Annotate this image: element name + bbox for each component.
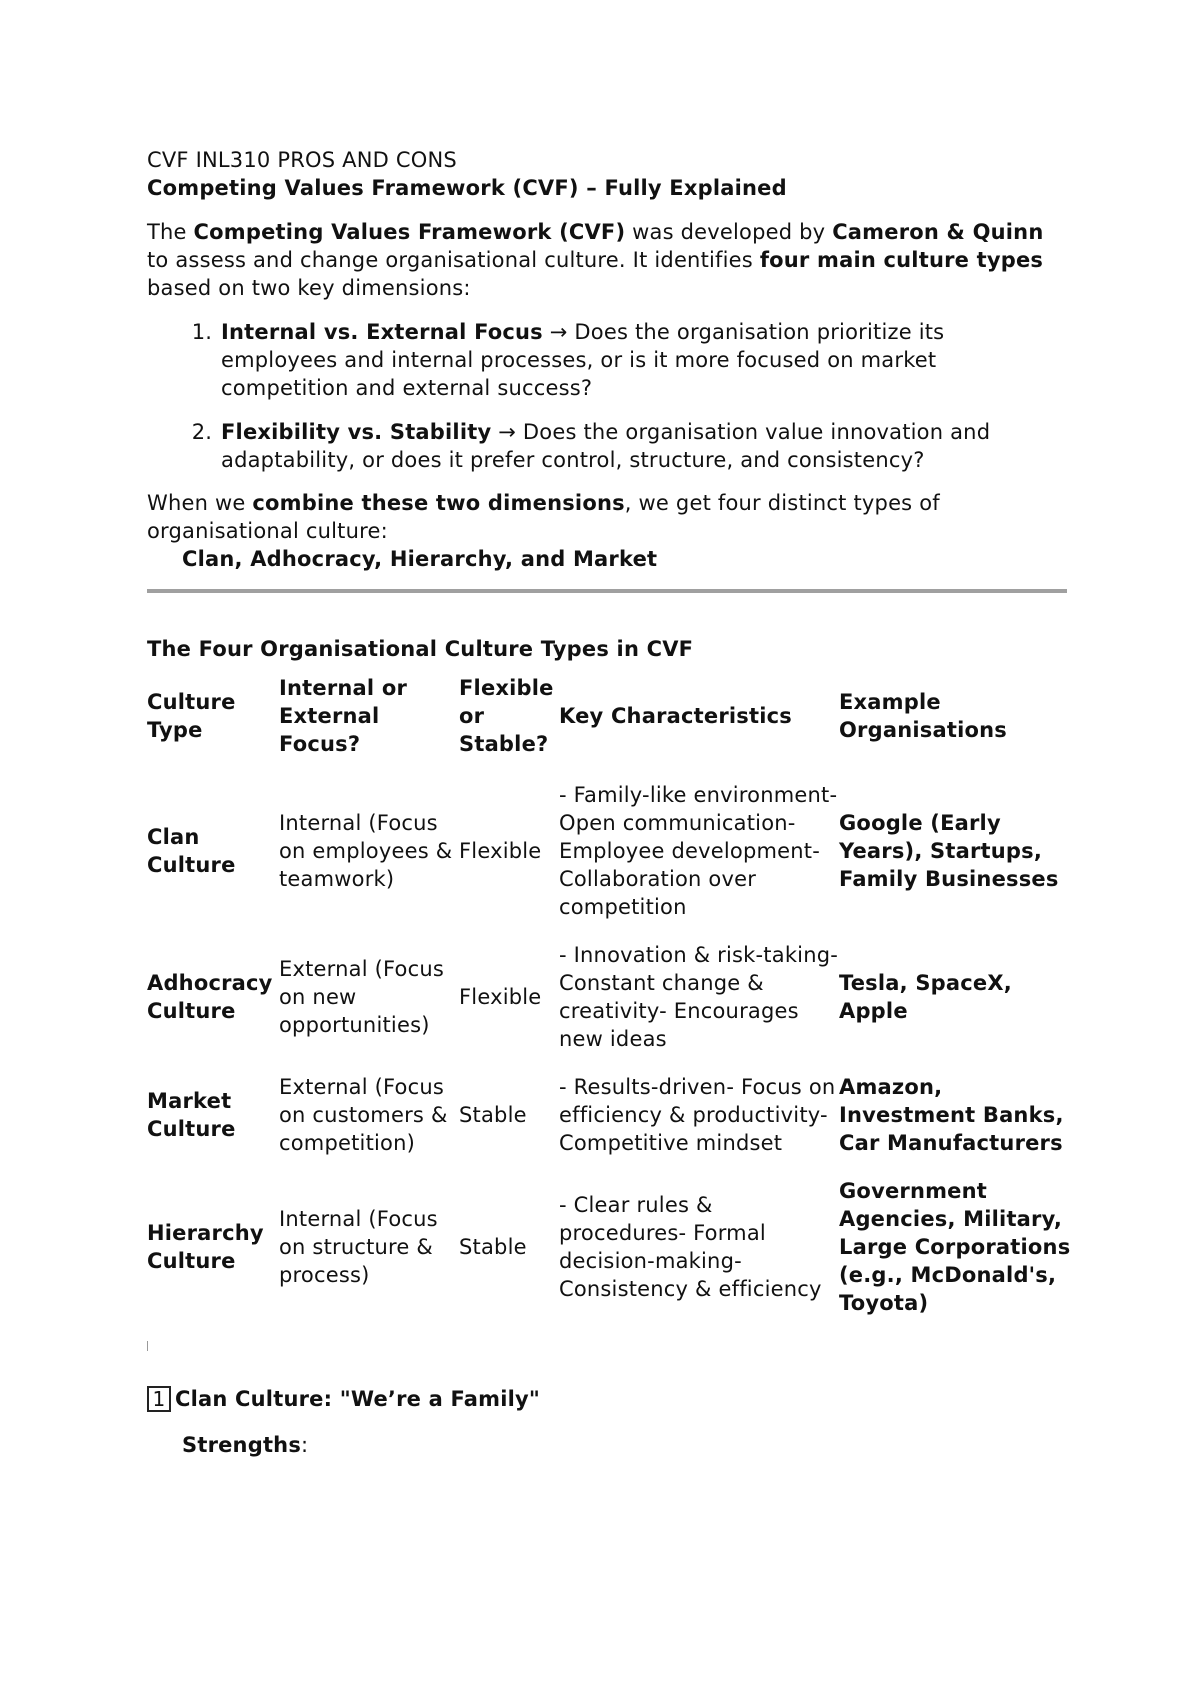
document-body (147, 146, 1071, 1459)
culture-types-line: Clan, Adhocracy, Hierarchy, and Market (182, 547, 658, 571)
horizontal-divider (147, 589, 1067, 593)
dimensions-list (147, 318, 1067, 474)
header-flexible-stable: Flexible or Stable? (459, 676, 554, 756)
document-subtitle: Competing Values Framework (CVF) – Fully Explained (147, 176, 787, 200)
cell-key-characteristics: - Innovation & risk-taking- Constant change & creativity- Encourages new ideas (559, 943, 839, 1051)
cell-example-organisations: Government Agencies, Military, Large Corporations (e.g., McDonald's, Toyota) (839, 1179, 1071, 1315)
number-one-icon: 1 (147, 1386, 171, 1412)
combine-text-2: , we get four distinct types of organisational culture: (147, 491, 940, 543)
combine-text-1: When we (147, 491, 253, 515)
dimension-name: Internal vs. External Focus (221, 320, 543, 344)
cell-flexible-stable: Flexible (459, 839, 542, 863)
cell-culture-type: Hierarchy Culture (147, 1221, 264, 1273)
intro-bold-1: Competing Values Framework (CVF) (193, 220, 626, 244)
dimension-name: Flexibility vs. Stability (221, 420, 492, 444)
table-header-row (147, 674, 1077, 781)
combine-paragraph (147, 489, 1067, 545)
cell-culture-type: Market Culture (147, 1089, 236, 1141)
cell-culture-type: Clan Culture (147, 825, 236, 877)
strengths-colon: : (301, 1433, 309, 1457)
cell-flexible-stable: Stable (459, 1235, 527, 1259)
cell-example-organisations: Google (Early Years), Startups, Family Businesses (839, 811, 1059, 891)
cell-flexible-stable: Stable (459, 1103, 527, 1127)
intro-text-4: based on two key dimensions: (147, 276, 471, 300)
cursor-mark (147, 1341, 148, 1351)
dimension-description: → Does the organisation prioritize its employees and internal processes, or is it more focused on market competition and external success? (221, 320, 945, 400)
cell-focus: Internal (Focus on structure & process) (279, 1207, 438, 1287)
cell-focus: External (Focus on new opportunities) (279, 957, 444, 1037)
cell-key-characteristics: - Family-like environment- Open communication- Employee development- Collaboration over competition (559, 783, 838, 919)
intro-bold-3: four main culture types (759, 248, 1044, 272)
header-example-organisations: Example Organisations (839, 690, 1007, 742)
section-heading-clan (147, 1385, 1067, 1413)
table-row (147, 1073, 1077, 1177)
intro-text-1: The (147, 220, 194, 244)
cell-example-organisations: Tesla, SpaceX, Apple (839, 971, 1012, 1023)
table-row (147, 781, 1077, 941)
table-row (147, 941, 1077, 1073)
section-title: Clan Culture: "We’re a Family" (175, 1387, 541, 1411)
combine-bold: combine these two dimensions (252, 491, 625, 515)
table-title: The Four Organisational Culture Types in CVF (147, 637, 694, 661)
cell-key-characteristics: - Clear rules & procedures- Formal decision-making- Consistency & efficiency (559, 1193, 822, 1301)
cell-focus: Internal (Focus on employees & teamwork) (279, 811, 453, 891)
intro-text-3: to assess and change organisational culture. It identifies (147, 248, 760, 272)
strengths-label: Strengths (182, 1433, 302, 1457)
cell-key-characteristics: - Results-driven- Focus on efficiency & productivity- Competitive mindset (559, 1075, 836, 1155)
intro-text-2: was developed by (625, 220, 833, 244)
cell-focus: External (Focus on customers & competition) (279, 1075, 448, 1155)
dimension-item (219, 418, 1067, 474)
dimension-description: → Does the organisation value innovation and adaptability, or does it prefer control, structure, and consistency? (221, 420, 991, 472)
document-title: CVF INL310 PROS AND CONS (147, 148, 457, 172)
header-focus: Internal or External Focus? (279, 676, 408, 756)
cell-flexible-stable: Flexible (459, 985, 542, 1009)
header-culture-type: Culture Type (147, 690, 236, 742)
cell-example-organisations: Amazon, Investment Banks, Car Manufacturers (839, 1075, 1064, 1155)
intro-bold-2: Cameron & Quinn (832, 220, 1044, 244)
header-key-characteristics: Key Characteristics (559, 704, 792, 728)
dimension-item (219, 318, 1067, 402)
strengths-heading (147, 1431, 1067, 1459)
intro-paragraph (147, 218, 1067, 302)
culture-types-table (147, 674, 1077, 1337)
cell-culture-type: Adhocracy Culture (147, 971, 273, 1023)
table-row (147, 1177, 1077, 1337)
